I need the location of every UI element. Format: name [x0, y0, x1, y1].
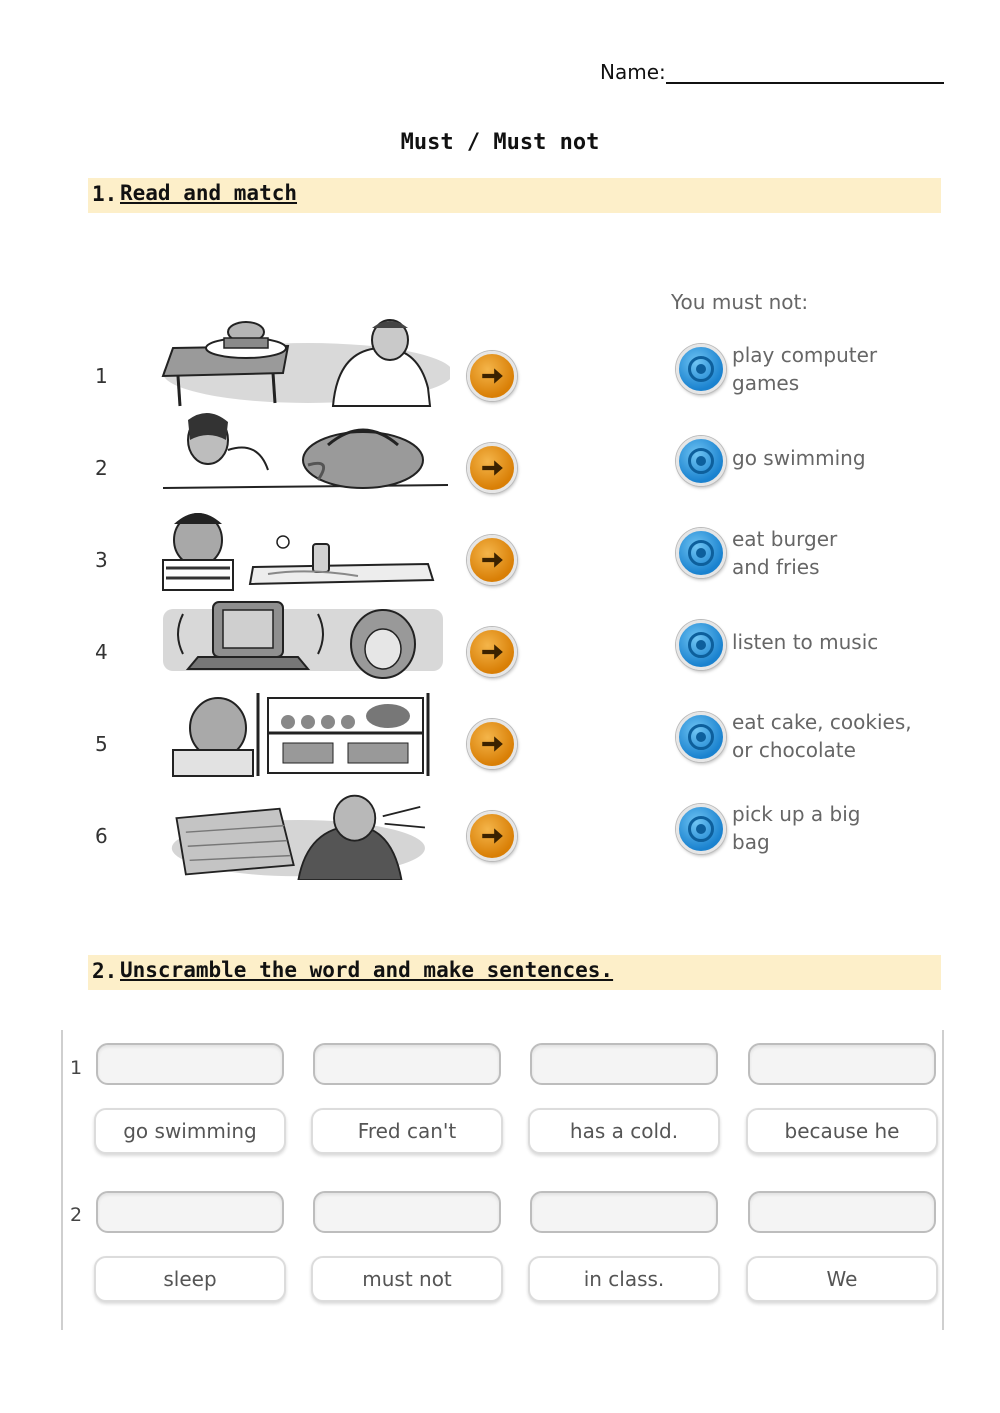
answer-slot[interactable] [313, 1043, 501, 1085]
picture-sneezing-pool [158, 790, 450, 880]
section-2-heading: Unscramble the word and make sentences. [120, 958, 614, 982]
word-tile[interactable]: go swimming [94, 1108, 286, 1154]
page-title: Must / Must not [400, 130, 600, 155]
frame-left-border [61, 1030, 63, 1330]
word-tile[interactable]: We [746, 1256, 938, 1302]
answer-slot[interactable] [530, 1191, 718, 1233]
word-tile[interactable]: sleep [94, 1256, 286, 1302]
name-field [600, 60, 944, 84]
question-number: 2 [70, 1204, 83, 1226]
answer-slot[interactable] [313, 1191, 501, 1233]
target-icon [688, 724, 714, 750]
row-number: 3 [95, 548, 108, 572]
name-label: Name: [600, 60, 666, 84]
match-start-4[interactable] [467, 627, 517, 677]
row-number: 2 [95, 456, 108, 480]
word-tile[interactable]: Fred can't [311, 1108, 503, 1154]
picture-burger-fries [158, 318, 450, 408]
picture-loud-computer [158, 594, 450, 684]
name-blank-line[interactable] [666, 60, 944, 84]
option-5 [732, 708, 942, 764]
match-target-2[interactable] [676, 436, 726, 486]
target-icon [688, 632, 714, 658]
rule-label: You must not: [671, 290, 809, 314]
arrow-right-icon [479, 731, 505, 757]
option-line: eat burger [732, 527, 838, 551]
picture-device [158, 502, 450, 592]
match-target-5[interactable] [676, 712, 726, 762]
row-number: 6 [95, 824, 108, 848]
section-1-number: 1. [92, 182, 118, 206]
word-tile[interactable]: because he [746, 1108, 938, 1154]
word-tile[interactable]: has a cold. [528, 1108, 720, 1154]
answer-slot[interactable] [748, 1043, 936, 1085]
target-icon [688, 448, 714, 474]
option-line: and fries [732, 555, 820, 579]
target-icon [688, 356, 714, 382]
row-number: 1 [95, 364, 108, 388]
match-target-1[interactable] [676, 344, 726, 394]
answer-slot[interactable] [748, 1191, 936, 1233]
frame-right-border [942, 1030, 944, 1330]
option-6 [732, 800, 942, 856]
option-line: eat cake, cookies, [732, 710, 912, 734]
match-target-4[interactable] [676, 620, 726, 670]
answer-slot[interactable] [530, 1043, 718, 1085]
section-1-header [88, 178, 941, 213]
section-2-header [88, 955, 941, 990]
option-line: listen to music [732, 630, 879, 654]
target-icon [688, 540, 714, 566]
match-target-3[interactable] [676, 528, 726, 578]
arrow-right-icon [479, 547, 505, 573]
option-line: go swimming [732, 446, 866, 470]
option-line: play computer [732, 343, 878, 367]
section-2-number: 2. [92, 959, 118, 983]
picture-big-bag [158, 410, 450, 500]
option-line: bag [732, 830, 770, 854]
match-target-6[interactable] [676, 804, 726, 854]
match-start-1[interactable] [467, 351, 517, 401]
option-4 [732, 628, 942, 656]
word-tile[interactable]: must not [311, 1256, 503, 1302]
option-3 [732, 525, 942, 581]
match-start-2[interactable] [467, 443, 517, 493]
word-tile[interactable]: in class. [528, 1256, 720, 1302]
match-start-6[interactable] [467, 811, 517, 861]
row-number: 5 [95, 732, 108, 756]
question-number: 1 [70, 1057, 83, 1079]
option-line: games [732, 371, 800, 395]
section-1-heading: Read and match [120, 181, 298, 205]
arrow-right-icon [479, 639, 505, 665]
picture-sweets-shelf [158, 688, 450, 778]
match-start-5[interactable] [467, 719, 517, 769]
row-number: 4 [95, 640, 108, 664]
match-start-3[interactable] [467, 535, 517, 585]
arrow-right-icon [479, 823, 505, 849]
arrow-right-icon [479, 455, 505, 481]
arrow-right-icon [479, 363, 505, 389]
option-2 [732, 444, 942, 472]
answer-slot[interactable] [96, 1191, 284, 1233]
option-line: or chocolate [732, 738, 856, 762]
option-line: pick up a big [732, 802, 861, 826]
answer-slot[interactable] [96, 1043, 284, 1085]
option-1 [732, 341, 942, 397]
target-icon [688, 816, 714, 842]
